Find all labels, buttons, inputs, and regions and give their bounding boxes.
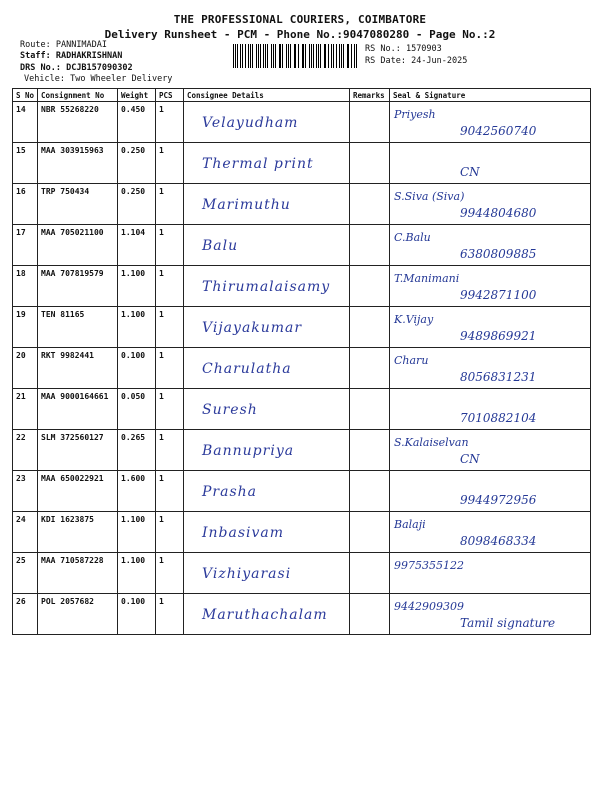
rs-no-line bbox=[365, 44, 442, 54]
barcode-bar bbox=[354, 44, 355, 68]
col-pcs: PCS bbox=[156, 89, 184, 102]
cell-remarks bbox=[350, 594, 390, 635]
table-row bbox=[13, 143, 591, 184]
cell-consignee bbox=[184, 102, 350, 143]
cell-signature bbox=[390, 389, 591, 430]
cell-signature bbox=[390, 553, 591, 594]
barcode-bar bbox=[245, 44, 246, 68]
cell-weight: 1.600 bbox=[118, 471, 156, 512]
barcode-bar bbox=[286, 44, 287, 68]
cell-consignee bbox=[184, 225, 350, 266]
col-consignee: Consignee Details bbox=[184, 89, 350, 102]
cell-remarks bbox=[350, 307, 390, 348]
cell-consignment: SLM 372560127 bbox=[38, 430, 118, 471]
cell-consignment: TRP 750434 bbox=[38, 184, 118, 225]
barcode-bar bbox=[316, 44, 317, 68]
table-row bbox=[13, 471, 591, 512]
table-row bbox=[13, 184, 591, 225]
signature-phone-handwriting: 7010882104 bbox=[460, 411, 537, 425]
barcode-bar bbox=[325, 44, 326, 68]
cell-pcs: 1 bbox=[156, 266, 184, 307]
staff-line bbox=[20, 51, 122, 61]
runsheet-subtitle: Delivery Runsheet - PCM - Phone No.:9047080280 - Page No.:2 bbox=[104, 28, 496, 41]
consignee-handwriting: Thirumalaisamy bbox=[202, 279, 331, 295]
signature-handwriting: T.Manimani bbox=[394, 272, 460, 285]
cell-consignee bbox=[184, 184, 350, 225]
signature-handwriting: 9442909309 bbox=[394, 600, 464, 613]
cell-pcs: 1 bbox=[156, 430, 184, 471]
signature-phone-handwriting: 9942871100 bbox=[460, 288, 537, 302]
table-row bbox=[13, 594, 591, 635]
consignee-handwriting: Balu bbox=[202, 238, 239, 254]
signature-handwriting: 9975355122 bbox=[394, 559, 464, 572]
cell-remarks bbox=[350, 102, 390, 143]
cell-weight: 1.100 bbox=[118, 512, 156, 553]
cell-sno: 18 bbox=[13, 266, 38, 307]
signature-phone-handwriting: 8056831231 bbox=[460, 370, 537, 384]
barcode-bar bbox=[248, 44, 249, 68]
cell-consignment: MAA 650022921 bbox=[38, 471, 118, 512]
signature-phone-handwriting: 9944804680 bbox=[460, 206, 537, 220]
consignee-handwriting: Thermal print bbox=[202, 156, 314, 172]
cell-sno: 19 bbox=[13, 307, 38, 348]
cell-consignment: MAA 9000164661 bbox=[38, 389, 118, 430]
barcode-bar bbox=[240, 44, 241, 68]
drs-value: DCJB157090302 bbox=[66, 63, 133, 73]
cell-sno: 22 bbox=[13, 430, 38, 471]
cell-sno: 26 bbox=[13, 594, 38, 635]
cell-consignment: MAA 707819579 bbox=[38, 266, 118, 307]
cell-consignee bbox=[184, 348, 350, 389]
cell-weight: 0.100 bbox=[118, 348, 156, 389]
cell-signature bbox=[390, 184, 591, 225]
cell-weight: 0.450 bbox=[118, 102, 156, 143]
consignee-handwriting: Velayudham bbox=[202, 115, 299, 131]
table-row bbox=[13, 225, 591, 266]
consignee-handwriting: Marimuthu bbox=[202, 197, 291, 213]
consignee-handwriting: Maruthachalam bbox=[202, 607, 328, 623]
col-consignment: Consignment No bbox=[38, 89, 118, 102]
route-value: PANNIMADAI bbox=[55, 40, 108, 50]
barcode-bar bbox=[305, 44, 306, 68]
table-row bbox=[13, 430, 591, 471]
cell-sno: 25 bbox=[13, 553, 38, 594]
signature-phone-handwriting: Tamil signature bbox=[460, 616, 556, 630]
rs-date-label: RS Date: bbox=[365, 56, 406, 66]
rs-date-value: 24-Jun-2025 bbox=[411, 56, 468, 66]
barcode-bar bbox=[333, 44, 334, 68]
consignee-handwriting: Suresh bbox=[202, 402, 258, 418]
drs-line bbox=[20, 63, 133, 73]
cell-consignee bbox=[184, 430, 350, 471]
cell-consignee bbox=[184, 471, 350, 512]
cell-sno: 14 bbox=[13, 102, 38, 143]
barcode-bar bbox=[320, 44, 321, 68]
cell-weight: 1.104 bbox=[118, 225, 156, 266]
cell-pcs: 1 bbox=[156, 553, 184, 594]
route-label: Route: bbox=[20, 40, 51, 50]
cell-sno: 16 bbox=[13, 184, 38, 225]
signature-handwriting: S.Siva (Siva) bbox=[394, 190, 465, 203]
cell-consignee bbox=[184, 307, 350, 348]
cell-consignment: MAA 705021100 bbox=[38, 225, 118, 266]
cell-sno: 23 bbox=[13, 471, 38, 512]
table-header-row bbox=[13, 89, 591, 102]
cell-remarks bbox=[350, 389, 390, 430]
barcode bbox=[233, 44, 358, 68]
cell-signature bbox=[390, 102, 591, 143]
table-row bbox=[13, 553, 591, 594]
consignee-handwriting: Vizhiyarasi bbox=[202, 566, 292, 582]
runsheet-table bbox=[12, 88, 591, 635]
signature-handwriting: Charu bbox=[394, 354, 429, 367]
signature-phone-handwriting: CN bbox=[460, 165, 480, 179]
signature-phone-handwriting: 9042560740 bbox=[460, 124, 537, 138]
consignee-handwriting: Charulatha bbox=[202, 361, 292, 377]
col-signature: Seal & Signature bbox=[390, 89, 591, 102]
cell-consignee bbox=[184, 143, 350, 184]
cell-weight: 1.100 bbox=[118, 553, 156, 594]
staff-value: RADHAKRISHNAN bbox=[55, 51, 123, 61]
cell-pcs: 1 bbox=[156, 184, 184, 225]
cell-pcs: 1 bbox=[156, 143, 184, 184]
cell-pcs: 1 bbox=[156, 307, 184, 348]
cell-pcs: 1 bbox=[156, 471, 184, 512]
table-row bbox=[13, 307, 591, 348]
cell-remarks bbox=[350, 184, 390, 225]
cell-consignee bbox=[184, 512, 350, 553]
staff-label: Staff: bbox=[20, 51, 51, 61]
table-row bbox=[13, 389, 591, 430]
route-line bbox=[20, 40, 107, 50]
cell-consignment: MAA 303915963 bbox=[38, 143, 118, 184]
cell-weight: 0.250 bbox=[118, 184, 156, 225]
vehicle-line bbox=[24, 74, 172, 84]
signature-phone-handwriting: CN bbox=[460, 452, 480, 466]
cell-signature bbox=[390, 143, 591, 184]
barcode-bar bbox=[341, 44, 342, 68]
barcode-bar bbox=[294, 44, 295, 68]
barcode-bar bbox=[298, 44, 299, 68]
signature-handwriting: S.Kalaiselvan bbox=[394, 436, 469, 449]
barcode-bar bbox=[348, 44, 349, 68]
vehicle-label: Vehicle: bbox=[24, 74, 65, 84]
cell-weight: 1.100 bbox=[118, 266, 156, 307]
cell-sno: 17 bbox=[13, 225, 38, 266]
cell-consignee bbox=[184, 553, 350, 594]
barcode-bar bbox=[339, 44, 340, 68]
cell-signature bbox=[390, 471, 591, 512]
cell-consignment: RKT 9982441 bbox=[38, 348, 118, 389]
cell-signature bbox=[390, 512, 591, 553]
cell-signature bbox=[390, 307, 591, 348]
signature-phone-handwriting: 6380809885 bbox=[460, 247, 537, 261]
cell-signature bbox=[390, 266, 591, 307]
drs-label: DRS No.: bbox=[20, 63, 61, 73]
cell-consignee bbox=[184, 594, 350, 635]
signature-handwriting: Balaji bbox=[394, 518, 426, 531]
cell-consignee bbox=[184, 266, 350, 307]
cell-consignment: NBR 55268220 bbox=[38, 102, 118, 143]
barcode-bar bbox=[282, 44, 283, 68]
cell-signature bbox=[390, 594, 591, 635]
cell-consignment: KDI 1623875 bbox=[38, 512, 118, 553]
barcode-bar bbox=[233, 44, 234, 68]
barcode-bar bbox=[267, 44, 268, 68]
cell-pcs: 1 bbox=[156, 102, 184, 143]
rs-no-value: 1570903 bbox=[405, 44, 442, 54]
table-row bbox=[13, 512, 591, 553]
cell-pcs: 1 bbox=[156, 389, 184, 430]
barcode-bar bbox=[271, 44, 272, 68]
signature-phone-handwriting: 8098468334 bbox=[460, 534, 537, 548]
cell-remarks bbox=[350, 348, 390, 389]
cell-signature bbox=[390, 348, 591, 389]
cell-consignment: MAA 710587228 bbox=[38, 553, 118, 594]
cell-sno: 24 bbox=[13, 512, 38, 553]
signature-handwriting: Priyesh bbox=[394, 108, 436, 121]
barcode-bar bbox=[309, 44, 310, 68]
cell-signature bbox=[390, 430, 591, 471]
cell-sno: 21 bbox=[13, 389, 38, 430]
cell-sno: 15 bbox=[13, 143, 38, 184]
cell-remarks bbox=[350, 225, 390, 266]
vehicle-value: Two Wheeler Delivery bbox=[70, 74, 173, 84]
cell-sno: 20 bbox=[13, 348, 38, 389]
consignee-handwriting: Vijayakumar bbox=[202, 320, 303, 336]
cell-weight: 0.250 bbox=[118, 143, 156, 184]
cell-signature bbox=[390, 225, 591, 266]
signature-phone-handwriting: 9489869921 bbox=[460, 329, 537, 343]
cell-consignment: POL 2057682 bbox=[38, 594, 118, 635]
cell-remarks bbox=[350, 471, 390, 512]
table-row bbox=[13, 266, 591, 307]
signature-handwriting: K.Vijay bbox=[394, 313, 434, 326]
cell-remarks bbox=[350, 553, 390, 594]
signature-handwriting: C.Balu bbox=[394, 231, 431, 244]
consignee-handwriting: Inbasivam bbox=[202, 525, 285, 541]
col-weight: Weight bbox=[118, 89, 156, 102]
cell-consignment: TEN 81165 bbox=[38, 307, 118, 348]
cell-weight: 1.100 bbox=[118, 307, 156, 348]
cell-weight: 0.265 bbox=[118, 430, 156, 471]
cell-remarks bbox=[350, 143, 390, 184]
cell-remarks bbox=[350, 512, 390, 553]
table-row bbox=[13, 348, 591, 389]
company-title: THE PROFESSIONAL COURIERS, COIMBATORE bbox=[173, 13, 427, 26]
cell-consignee bbox=[184, 389, 350, 430]
table-row bbox=[13, 102, 591, 143]
barcode-bar bbox=[252, 44, 253, 68]
consignee-handwriting: Prasha bbox=[202, 484, 258, 500]
cell-weight: 0.050 bbox=[118, 389, 156, 430]
col-sno: S No bbox=[13, 89, 38, 102]
cell-remarks bbox=[350, 266, 390, 307]
barcode-bar bbox=[275, 44, 276, 68]
cell-pcs: 1 bbox=[156, 225, 184, 266]
cell-pcs: 1 bbox=[156, 594, 184, 635]
cell-weight: 0.100 bbox=[118, 594, 156, 635]
rs-date-line bbox=[365, 56, 467, 66]
signature-phone-handwriting: 9944972956 bbox=[460, 493, 537, 507]
cell-remarks bbox=[350, 430, 390, 471]
barcode-bar bbox=[260, 44, 261, 68]
col-remarks: Remarks bbox=[350, 89, 390, 102]
rs-no-label: RS No.: bbox=[365, 44, 401, 54]
consignee-handwriting: Bannupriya bbox=[202, 443, 295, 459]
cell-pcs: 1 bbox=[156, 512, 184, 553]
cell-pcs: 1 bbox=[156, 348, 184, 389]
